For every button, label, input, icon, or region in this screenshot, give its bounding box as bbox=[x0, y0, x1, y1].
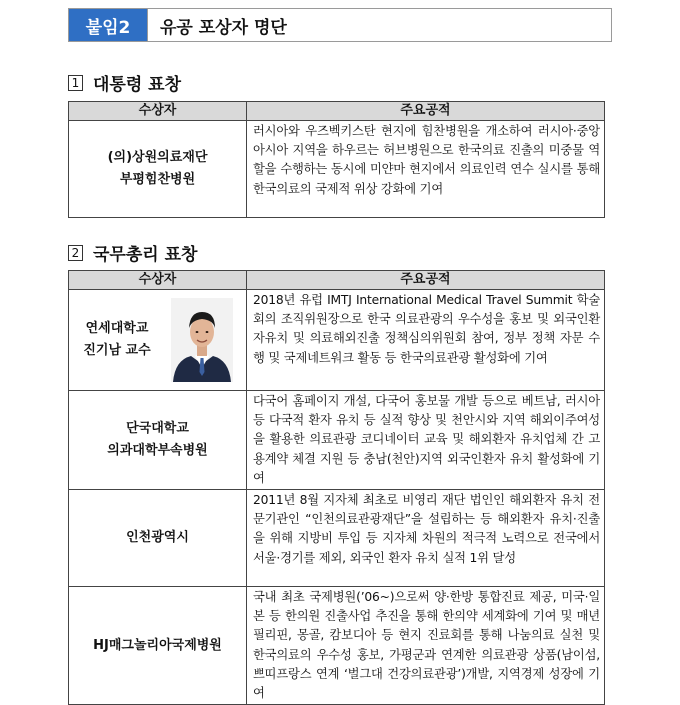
prime-minister-award-table bbox=[68, 270, 605, 705]
col-header-achievements: 주요공적 bbox=[247, 271, 605, 290]
section-number-box: 2 bbox=[68, 245, 83, 261]
awardee-name-line: 부평힘찬병원 bbox=[119, 172, 196, 187]
table-row bbox=[69, 490, 605, 587]
achievement-text: 2018년 유럽 IMTJ International Medical Travel Summit 학술회의 조직위원장으로 한국 의료관광의 우수성을 홍보 및 외국인환자유치 및 의료해외진출 정책심의위원회 참여, 정부 정책 자문 수행 및 국제네트워크 활동 등 한국의료관광 활성화에 기여 bbox=[247, 290, 605, 391]
table-header-row bbox=[69, 102, 605, 121]
page-header bbox=[68, 8, 612, 42]
awardee-name-line: 단국대학교 bbox=[126, 421, 189, 436]
achievement-text: 2011년 8월 지자체 최초로 비영리 재단 법인인 해외환자 유치 전문기관인 “인천의료관광재단”을 설립하는 등 해외환자 유치·진출을 위해 지방비 투입 등 지자체 차원의 적극적 노력으로 전국에서 서울·경기를 제외, 외국인 환자 유치 실적 1위 달성 bbox=[247, 490, 605, 587]
section-number-box: 1 bbox=[68, 75, 83, 91]
awardee-name-line: 인천광역시 bbox=[126, 530, 189, 546]
section-title-text: 국무총리 표창 bbox=[93, 245, 198, 265]
attachment-tag: 붙임2 bbox=[69, 9, 147, 41]
section-title-prime-minister bbox=[68, 240, 197, 265]
achievement-text: 다국어 홈페이지 개설, 다국어 홍보물 개발 등으로 베트남, 러시아 등 다국적 환자 유치 등 실적 향상 및 천안시와 지역 해외이주여성을 활용한 의료관광 코디네이터 교육 및 해외환자 유치업체 간 고용계약 체결 지원 등 충남(천안)지역 외국인환자 유치 활성화에 기여 bbox=[247, 391, 605, 490]
page-title: 유공 포상자 명단 bbox=[147, 9, 611, 41]
presidential-award-table bbox=[68, 101, 605, 218]
awardee-name bbox=[69, 587, 247, 705]
table-row bbox=[69, 587, 605, 705]
table-row bbox=[69, 391, 605, 490]
awardee-name-line: HJ매그놀리아국제병원 bbox=[93, 637, 222, 653]
awardee-cell-with-photo bbox=[69, 290, 247, 391]
col-header-achievements: 주요공적 bbox=[247, 102, 605, 121]
awardee-name bbox=[69, 490, 247, 587]
awardee-name bbox=[69, 121, 247, 218]
table-row bbox=[69, 121, 605, 218]
achievement-text: 러시아와 우즈벡키스탄 현지에 힘찬병원을 개소하여 러시아·중앙아시아 지역을 하우르는 허브병원으로 한국의료 진출의 미중물 역할을 수행하는 동시에 미얀마 현지에서 의료인력 연수 실시를 통해 한국의료의 국제적 위상 강화에 기여 bbox=[247, 121, 605, 218]
section-title-text: 대통령 표창 bbox=[93, 75, 182, 95]
awardee-portrait-photo bbox=[171, 298, 233, 382]
section-title-presidential bbox=[68, 70, 181, 95]
table-header-row bbox=[69, 271, 605, 290]
awardee-name bbox=[69, 391, 247, 490]
table-row bbox=[69, 290, 605, 391]
awardee-name-line: 진기남 교수 bbox=[83, 343, 151, 358]
awardee-name-line: 의과대학부속병원 bbox=[107, 443, 208, 458]
awardee-name-line: 연세대학교 bbox=[85, 321, 149, 336]
awardee-name-line: (의)상원의료재단 bbox=[107, 150, 208, 165]
col-header-awardee: 수상자 bbox=[69, 271, 247, 290]
col-header-awardee: 수상자 bbox=[69, 102, 247, 121]
achievement-text: 국내 최초 국제병원(’06~)으로써 양·한방 통합진료 제공, 미국·일본 등 한의원 진출사업 추진을 통해 한의약 세계화에 기여 및 매년 필리핀, 몽골, 캄보디아 등 현지 진료회를 통해 나눔의료 실천 및 한국의료의 우수성 홍보, 가평군과 연계한 의료관광 상품(남이섬, 쁘띠프랑스 연계 ‘벌그대 건강의료관광’)개발, 지역경제 성장에 기여 bbox=[247, 587, 605, 705]
